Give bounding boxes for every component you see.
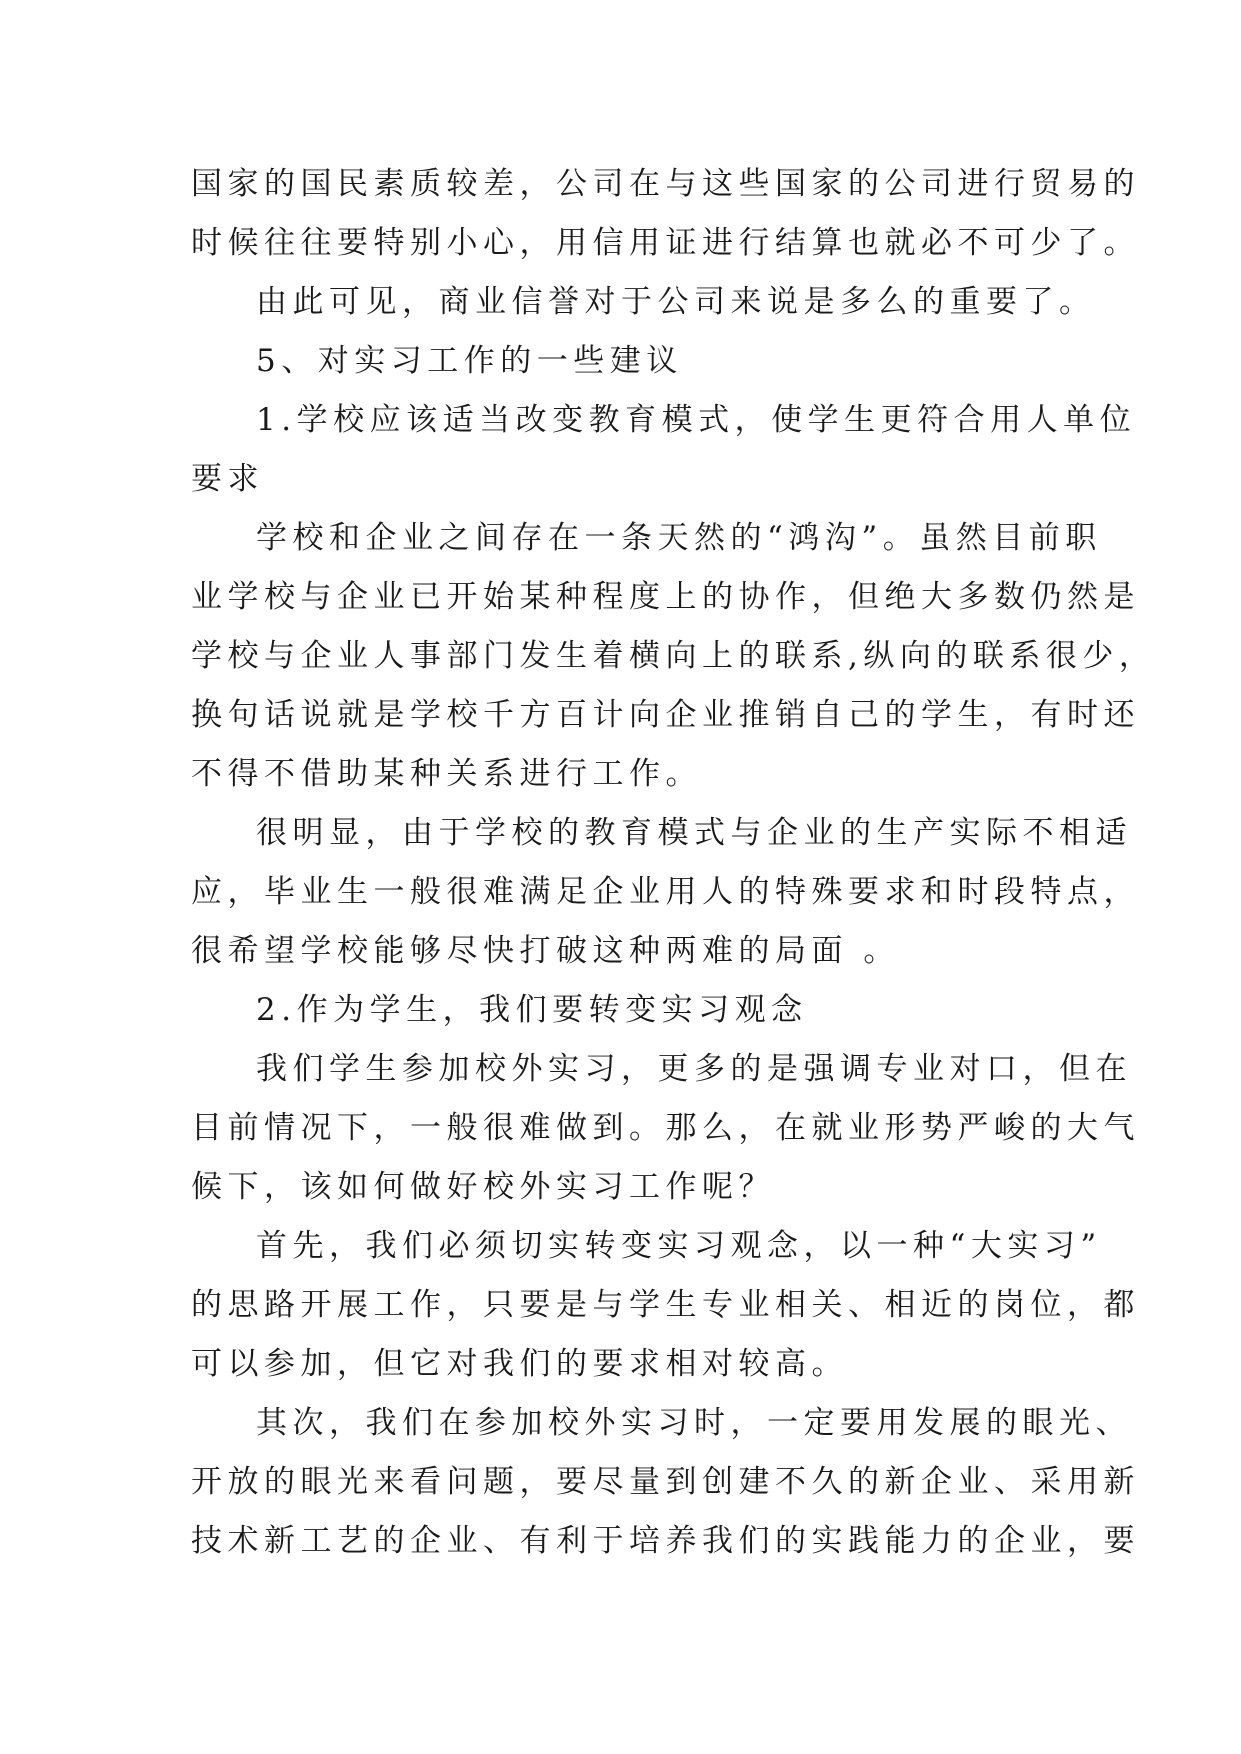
text-line: 很明显，由于学校的教育模式与企业的生产实际不相适: [256, 815, 1132, 851]
text-line: 候下，该如何做好校外实习工作呢？: [191, 1169, 775, 1205]
text-line: 技术新工艺的企业、有利于培养我们的实践能力的企业，要: [191, 1523, 1140, 1559]
text-line: 学校和企业之间存在一条天然的“鸿沟”。虽然目前职: [256, 520, 1102, 556]
section-heading: 5、对实习工作的一些建议: [256, 343, 683, 379]
text-line: 的思路开展工作，只要是与学生专业相关、相近的岗位，都: [191, 1287, 1140, 1323]
text-line: 开放的眼光来看问题，要尽量到创建不久的新企业、采用新: [191, 1464, 1140, 1500]
text-line: 由此可见，商业信誉对于公司来说是多么的重要了。: [256, 284, 1096, 320]
text-line: 时候往往要特别小心，用信用证进行结算也就必不可少了。: [191, 225, 1140, 261]
text-line: 很希望学校能够尽快打破这种两难的局面 。: [191, 933, 900, 969]
text-line: 不得不借助某种关系进行工作。: [191, 756, 702, 792]
text-line: 目前情况下，一般很难做到。那么，在就业形势严峻的大气: [191, 1110, 1140, 1146]
text-line: 业学校与企业已开始某种程度上的协作，但绝大多数仍然是: [191, 579, 1140, 615]
text-line: 国家的国民素质较差，公司在与这些国家的公司进行贸易的: [191, 166, 1140, 202]
text-line: 应，毕业生一般很难满足企业用人的特殊要求和时段特点，: [191, 874, 1140, 910]
text-line: 首先，我们必须切实转变实习观念，以一种“大实习”: [256, 1228, 1102, 1264]
subheading: 1.学校应该适当改变教育模式，使学生更符合用人单位: [256, 402, 1137, 438]
subheading: 2.作为学生，我们要转变实习观念: [256, 992, 808, 1028]
subheading-continuation: 要求: [191, 461, 264, 497]
text-line: 学校与企业人事部门发生着横向上的联系,纵向的联系很少，: [191, 638, 1156, 674]
text-line: 换句话说就是学校千方百计向企业推销自己的学生，有时还: [191, 697, 1140, 733]
text-line: 我们学生参加校外实习，更多的是强调专业对口，但在: [256, 1051, 1132, 1087]
text-line: 其次，我们在参加校外实习时，一定要用发展的眼光、: [256, 1405, 1132, 1441]
text-line: 可以参加，但它对我们的要求相对较高。: [191, 1346, 848, 1382]
